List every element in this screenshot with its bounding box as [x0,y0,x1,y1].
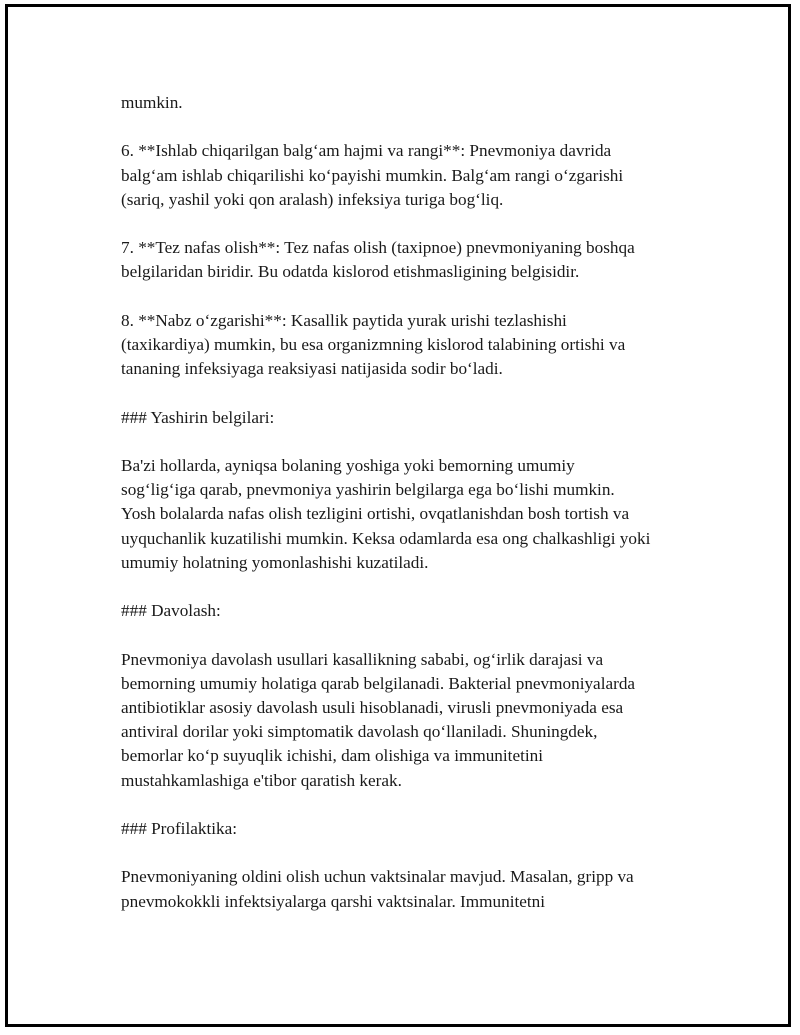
list-item-pulse-change: 8. **Nabz o‘zgarishi**: Kasallik paytida yurak urishi tezlashishi (taxikardiya) mumkin, bu esa organizmning kislorod talabining ortishi va tananing infeksiyaga reaksiyasi natijasida sodir bo‘ladi. [121,310,626,379]
paragraph-continuation: mumkin. [121,93,183,112]
list-item-sputum: 6. **Ishlab chiqarilgan balg‘am hajmi va rangi**: Pnevmoniya davrida balg‘am ishlab chiqarilishi ko‘payishi mumkin. Balg‘am rangi o‘zgarishi (sariq, yashil yoki qon aralash) infeksiya turiga bog‘liq. [121,141,624,209]
paragraph-treatment: Pnevmoniya davolash usullari kasallikning sababi, og‘irlik darajasi va bemorning umumiy holatiga qarab belgilanadi. Bakterial pnevmoniyalarda antibiotiklar asosiy davolash usuli hisoblanadi, virusli pnevmoniyada esa antiviral dorilar yoki simptomatik davolash qo‘llaniladi. Shuningdek, bemorlar ko‘p suyuqlik ichishi, dam olishiga va immunitetini mustahkamlashiga e'tibor qaratish kerak. [121,649,636,790]
section-heading-hidden-signs: ### Yashirin belgilari: [121,407,275,427]
list-item-rapid-breathing: 7. **Tez nafas olish**: Tez nafas olish (taxipnoe) pnevmoniyaning boshqa belgilaridan biridir. Bu odatda kislorod etishmasligining belgisidir. [121,238,635,282]
paragraph-prevention: Pnevmoniyaning oldini olish uchun vaktsinalar mavjud. Masalan, gripp va pnevmokokkli infektsiyalarga qarshi vaktsinalar. Immunitetni [121,867,634,911]
paragraph-hidden-signs: Ba'zi hollarda, ayniqsa bolaning yoshiga yoki bemorning umumiy sog‘lig‘iga qarab, pnevmoniya yashirin belgilarga ega bo‘lishi mumkin. Yosh bolalarda nafas olish tezligini ortishi, ovqatlanishdan bosh tortish va uyquchanlik kuzatilishi mumkin. Keksa odamlarda esa ong chalkashligi yoki umumiy holatning yomonlashishi kuzatiladi. [121,455,651,572]
section-heading-prevention: ### Profilaktika: [121,818,237,838]
document-body [121,91,701,938]
document-page [5,4,791,1027]
section-heading-treatment: ### Davolash: [121,601,221,621]
